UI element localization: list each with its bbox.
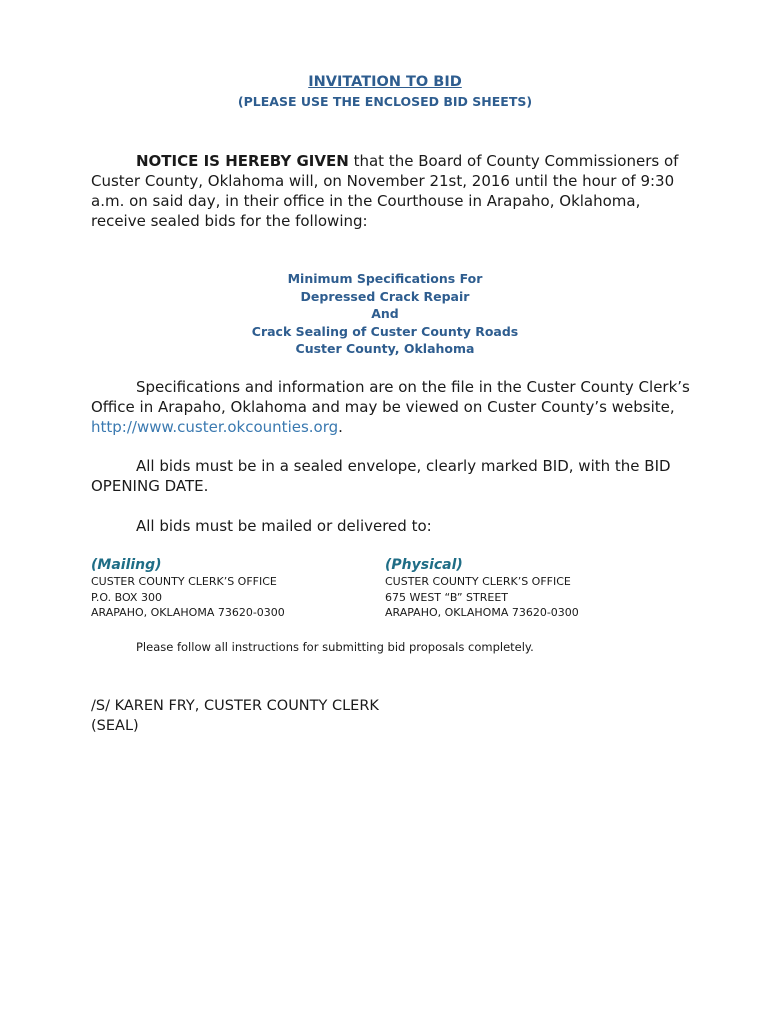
mailing-heading: (Mailing) xyxy=(91,557,162,573)
spec-line: And xyxy=(371,306,399,321)
document-title: INVITATION TO BID xyxy=(308,74,462,90)
sealed-text: All bids must be in a sealed envelope, clearly marked BID, with the BID OPENING DATE. xyxy=(91,457,671,495)
info-paragraph xyxy=(91,377,691,437)
document-subtitle: (PLEASE USE THE ENCLOSED BID SHEETS) xyxy=(237,94,533,109)
address-line: ARAPAHO, OKLAHOMA 73620-0300 xyxy=(91,606,285,619)
info-end: . xyxy=(338,418,343,436)
address-line: P.O. BOX 300 xyxy=(91,590,162,604)
spec-line: Crack Sealing of Custer County Roads xyxy=(251,323,519,339)
physical-heading: (Physical) xyxy=(385,557,463,573)
instructions-note: Please follow all instructions for submitting bid proposals completely. xyxy=(136,640,534,654)
address-line: 675 WEST “B” STREET xyxy=(385,590,508,604)
sealed-paragraph xyxy=(91,456,691,496)
spec-line: Depressed Crack Repair xyxy=(300,288,470,304)
physical-address xyxy=(385,556,579,621)
address-line: CUSTER COUNTY CLERK’S OFFICE xyxy=(385,575,571,588)
signature-line: /S/ KAREN FRY, CUSTER COUNTY CLERK xyxy=(91,698,379,714)
signature-block xyxy=(91,696,379,736)
seal-line: (SEAL) xyxy=(91,718,139,734)
website-link[interactable]: http://www.custer.okcounties.org xyxy=(91,418,339,436)
mailing-address xyxy=(91,556,285,621)
notice-paragraph xyxy=(91,151,691,231)
address-line: CUSTER COUNTY CLERK’S OFFICE xyxy=(91,575,277,588)
mailed-paragraph xyxy=(91,516,691,536)
specifications-block xyxy=(0,270,770,358)
spec-line: Custer County, Oklahoma xyxy=(295,341,475,356)
spec-line: Minimum Specifications For xyxy=(287,271,483,286)
mailed-text: All bids must be mailed or delivered to: xyxy=(136,517,432,535)
address-line: ARAPAHO, OKLAHOMA 73620-0300 xyxy=(385,606,579,619)
notice-lead: NOTICE IS HEREBY GIVEN xyxy=(136,152,349,170)
info-text: Specifications and information are on the file in the Custer County Clerk’s Office in Arapaho, Oklahoma and may be viewed on Custer County’s website, xyxy=(91,378,690,416)
notice-body: that the Board of County Commissioners of Custer County, Oklahoma will, on November 21st, 2016 until the hour of 9:30 a.m. on said day, in their office in the Courthouse in Arapaho, Oklahoma, receive sealed bids for the following: xyxy=(91,152,679,230)
